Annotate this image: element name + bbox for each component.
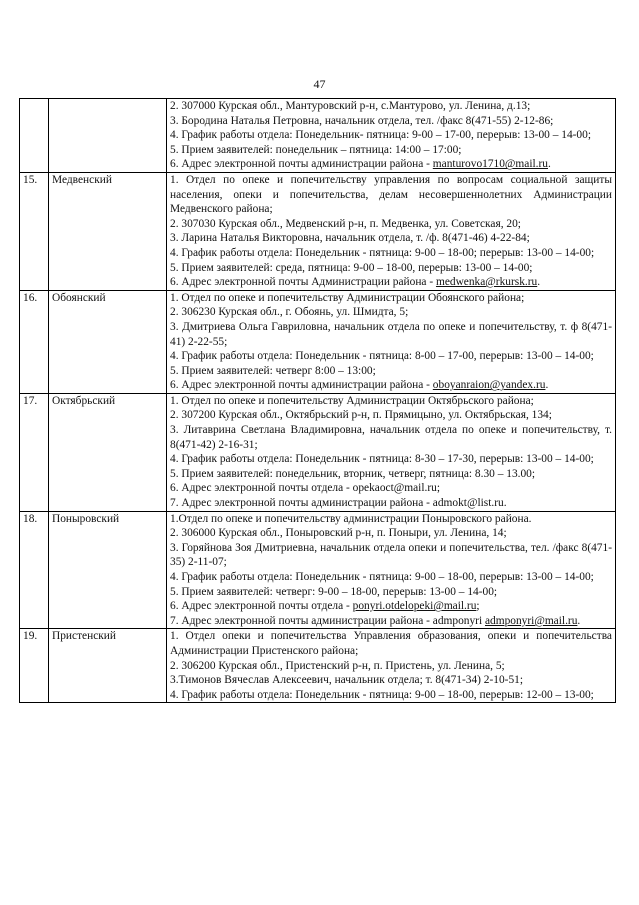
info-line: [170, 688, 612, 703]
info-line: [170, 128, 612, 143]
info-text: 3. Литаврина Светлана Владимировна, начальник отдела по опеке и попечительству, т. 8(471-42) 2-16-31;: [170, 424, 612, 451]
department-info: [167, 393, 616, 511]
info-line: [170, 99, 612, 114]
info-text: 5. Прием заявителей: четверг 8:00 – 13:00;: [170, 364, 376, 377]
info-line: [170, 349, 612, 364]
info-text: 4. График работы отдела: Понедельник - пятница: 8-30 – 17-30, перерыв: 13-00 – 14-00;: [170, 453, 594, 466]
info-line: [170, 467, 612, 482]
info-text: 4. График работы отдела: Понедельник - пятница: 9-00 – 18-00, перерыв: 13-00 – 14-00;: [170, 571, 594, 583]
row-number: 19.: [20, 629, 49, 703]
district-name: Октябрьский: [49, 393, 167, 511]
district-name: Пристенский: [49, 629, 167, 703]
info-line: [170, 305, 612, 320]
info-suffix: .: [548, 158, 551, 171]
info-line: [170, 275, 612, 290]
table-row: [20, 393, 616, 511]
email-link[interactable]: admponyri@mail.ru: [484, 614, 578, 627]
info-text: 5. Прием заявителей: среда, пятница: 9-00 – 18-00, перерыв: 13-00 – 14-00;: [170, 261, 533, 274]
row-number: 15.: [20, 172, 49, 290]
info-text: 1. Отдел по опеке и попечительству Администрации Обоянского района;: [170, 291, 525, 304]
info-suffix: .: [577, 614, 581, 627]
info-text: 1. Отдел по опеке и попечительству управления по вопросам социальной защиты населения, опеки и попечительства, делам несовершеннолетних Администрации Медвенского района;: [170, 173, 612, 216]
district-name: [49, 99, 167, 173]
info-text: 6. Адрес электронной почты администрации района -: [170, 158, 433, 171]
info-text: 4. График работы отдела: Понедельник - пятница: 9-00 – 18-00, перерыв: 12-00 – 13-00;: [170, 688, 594, 701]
info-line: [170, 173, 612, 217]
department-contacts-table: [19, 98, 616, 703]
row-number: 16.: [20, 290, 49, 393]
table-row: [20, 511, 616, 629]
info-text: 4. График работы отдела: Понедельник - пятница: 8-00 – 17-00, перерыв: 13-00 – 14-00;: [170, 350, 594, 363]
info-text: 3. Горяйнова Зоя Дмитриевна, начальник отдела опеки и попечительства, тел. /факс 8(471-35) 2-11-07;: [170, 541, 612, 569]
info-line: [170, 291, 612, 306]
table-row: [20, 172, 616, 290]
info-line: [170, 364, 612, 379]
info-line: [170, 570, 612, 585]
table-row: [20, 629, 616, 703]
info-text: 1. Отдел по опеке и попечительству Администрации Октябрьского района;: [170, 394, 534, 407]
info-text: 3.Тимонов Вячеслав Алексеевич, начальник отдела; т. 8(471-34) 2-10-51;: [170, 674, 524, 687]
district-name: Медвенский: [49, 172, 167, 290]
table-row: [20, 99, 616, 173]
info-line: [170, 526, 612, 541]
info-line: [170, 585, 612, 600]
table-body: [20, 99, 616, 703]
info-line: [170, 217, 612, 232]
department-info: [167, 172, 616, 290]
info-line: [170, 246, 612, 261]
department-info: [167, 511, 616, 629]
info-suffix: .: [537, 276, 541, 289]
info-suffix: ;: [476, 600, 480, 613]
info-line: [170, 378, 612, 393]
info-line: [170, 394, 612, 409]
info-text: 2. 307000 Курская обл., Мантуровский р-н, с.Мантурово, ул. Ленина, д.13;: [170, 100, 531, 112]
info-text: 6. Адрес электронной почты Администрации района -: [170, 276, 436, 289]
info-text: 2. 307200 Курская обл., Октябрьский р-н, п. Прямицыно, ул. Октябрьская, 134;: [170, 409, 552, 422]
info-text: 1. Отдел опеки и попечительства Управления образования, опеки и попечительства Администрации Пристенского района;: [170, 630, 612, 657]
department-info: [167, 290, 616, 393]
info-text: 2. 306200 Курская обл., Пристенский р-н, п. Пристень, ул. Ленина, 5;: [170, 659, 505, 672]
table-row: [20, 290, 616, 393]
info-line: [170, 452, 612, 467]
district-name: Обоянский: [49, 290, 167, 393]
info-text: 4. График работы отдела: Понедельник - пятница: 9-00 – 18-00; перерыв: 13-00 – 14-00;: [170, 246, 595, 259]
page-number: 47: [313, 77, 326, 91]
department-info: [167, 99, 616, 173]
row-number: [20, 99, 49, 173]
info-text: 3. Ларина Наталья Викторовна, начальник отдела, т. /ф. 8(471-46) 4-22-84;: [170, 232, 530, 245]
district-name: Поныровский: [49, 511, 167, 629]
info-text: 6. Адрес электронной почты отдела -: [170, 600, 353, 613]
department-info: [167, 629, 616, 703]
info-line: [170, 320, 612, 349]
info-text: 5. Прием заявителей: понедельник – пятница: 14:00 – 17:00;: [170, 143, 462, 156]
info-text: 4. График работы отдела: Понедельник- пятница: 9-00 – 17-00, перерыв: 13-00 – 14-00;: [170, 129, 591, 142]
info-line: [170, 673, 612, 688]
info-line: [170, 231, 612, 246]
info-text: 3. Бородина Наталья Петровна, начальник отдела, тел. /факс 8(471-55) 2-12-86;: [170, 114, 554, 127]
info-line: [170, 481, 612, 496]
info-line: [170, 157, 612, 172]
info-line: [170, 496, 612, 511]
info-text: 3. Дмитриева Ольга Гавриловна, начальник отдела по опеке и попечительству, т. ф 8(471-41) 2-22-55;: [170, 320, 612, 348]
info-text: 7. Адрес электронной почты администрации района - admokt@list.ru.: [170, 497, 507, 510]
row-number: 17.: [20, 393, 49, 511]
info-line: [170, 114, 612, 129]
email-link[interactable]: manturovo1710@mail.ru: [432, 158, 548, 171]
info-line: [170, 629, 612, 658]
info-text: 5. Прием заявителей: четверг: 9-00 – 18-00, перерыв: 13-00 – 14-00;: [170, 585, 498, 598]
info-line: [170, 541, 612, 570]
info-text: 7. Адрес электронной почты администрации района - admponyri: [170, 614, 485, 627]
info-line: [170, 599, 612, 614]
info-line: [170, 423, 612, 452]
info-line: [170, 143, 612, 158]
info-text: 5. Прием заявителей: понедельник, вторник, четверг, пятница: 8.30 – 13.00;: [170, 467, 536, 480]
info-text: 6. Адрес электронной почты отдела - opekaoct@mail.ru;: [170, 482, 440, 495]
email-link[interactable]: medwenka@rkursk.ru: [435, 276, 538, 289]
info-text: 2. 306000 Курская обл., Поныровский р-н, п. Поныри, ул. Ленина, 14;: [170, 527, 507, 540]
info-line: [170, 614, 612, 629]
info-text: 6. Адрес электронной почты администрации района -: [170, 379, 433, 392]
info-text: 2. 306230 Курская обл., г. Обоянь, ул. Шмидта, 5;: [170, 306, 409, 319]
info-text: 2. 307030 Курская обл., Медвенский р-н, п. Медвенка, ул. Советская, 20;: [170, 217, 521, 230]
info-suffix: .: [545, 379, 549, 392]
info-line: [170, 659, 612, 674]
email-link[interactable]: ponyri.otdelopeki@mail.ru: [352, 600, 477, 613]
info-line: [170, 261, 612, 276]
email-link[interactable]: oboyanraion@yandex.ru: [432, 379, 546, 392]
info-line: [170, 512, 612, 527]
info-line: [170, 408, 612, 423]
row-number: 18.: [20, 511, 49, 629]
info-text: 1.Отдел по опеке и попечительству администрации Поныровского района.: [170, 512, 532, 525]
